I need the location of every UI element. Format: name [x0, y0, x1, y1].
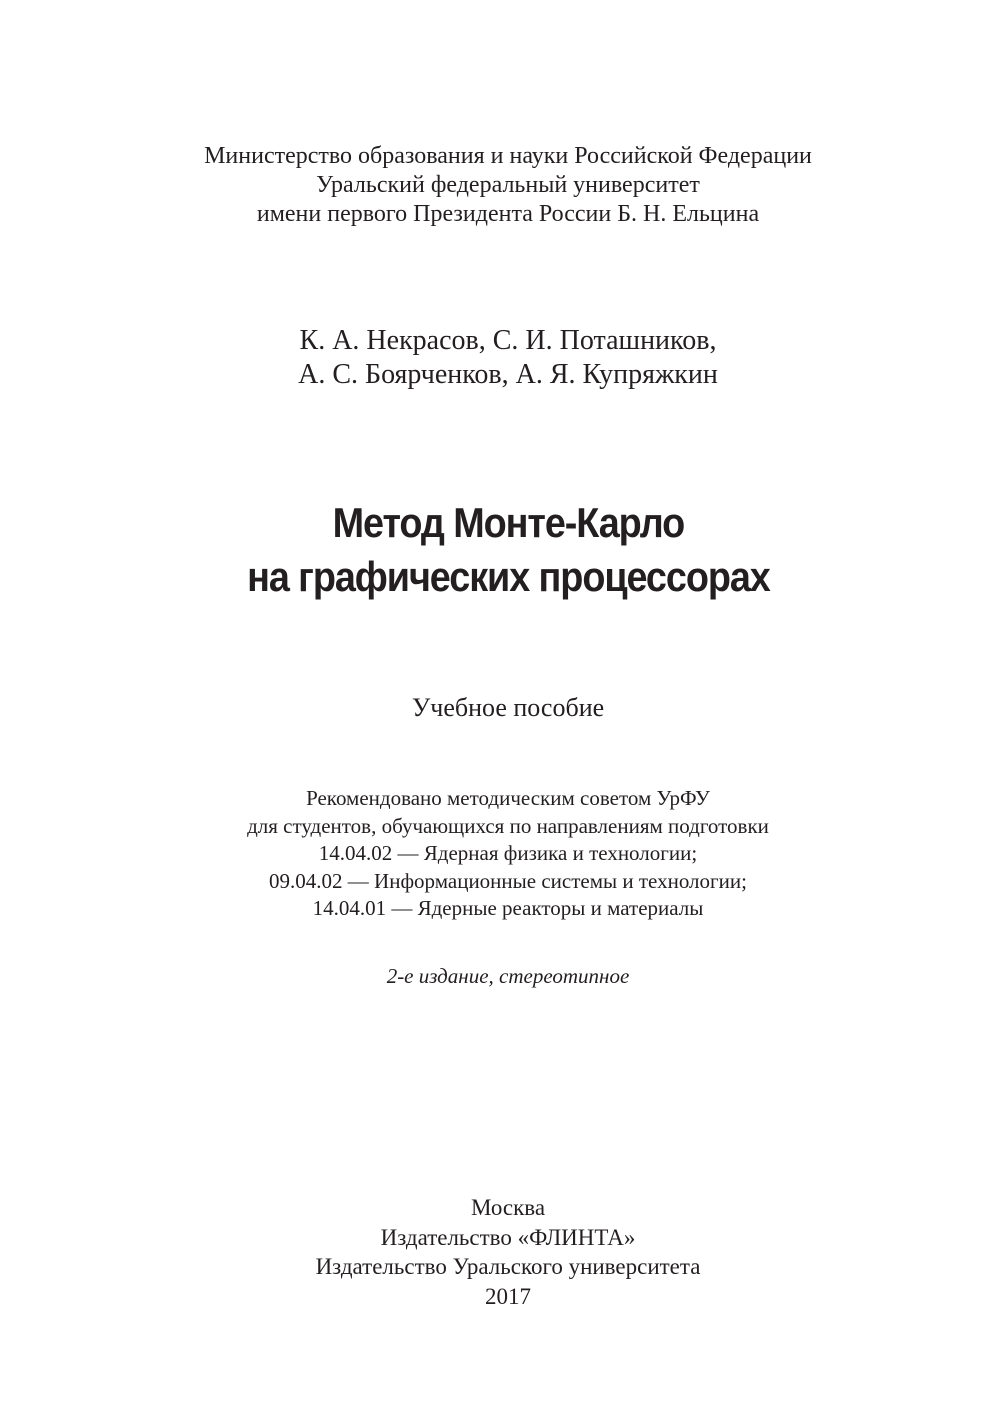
ministry-line: Министерство образования и науки Российской Федерации [204, 143, 812, 169]
recommendation-line: для студентов, обучающихся по направлениям подготовки [247, 813, 769, 838]
imprint-year: 2017 [485, 1283, 531, 1309]
title-line-2: на графических процессорах [247, 553, 770, 600]
document-type-label: Учебное пособие [411, 693, 605, 722]
recommendation-line: Рекомендовано методическим советом УрФУ [306, 786, 710, 810]
recommendation-line: 14.04.02 — Ядерная физика и технологии; [318, 841, 698, 865]
recommendation-line: 09.04.02 — Информационные системы и технологии; [269, 868, 747, 893]
imprint-publisher: Издательство Уральского университета [315, 1254, 701, 1279]
authors-line-2: А. С. Боярченков, А. Я. Купряжкин [298, 359, 718, 390]
title-line-1: Метод Монте-Карло [332, 499, 685, 546]
imprint [0, 1193, 1004, 1311]
recommendation-line: 14.04.01 — Ядерные реакторы и материалы [312, 896, 704, 920]
imprint-city: Москва [470, 1195, 546, 1220]
institution-header [0, 142, 1004, 229]
document-type [0, 692, 1004, 724]
book-title [51, 496, 955, 604]
university-name-line: имени первого Президента России Б. Н. Ельцина [256, 201, 760, 227]
university-line: Уральский федеральный университет [316, 172, 700, 198]
authors [0, 324, 1004, 392]
edition-note [0, 963, 1004, 990]
recommendation-notice [0, 785, 1004, 923]
authors-line-1: К. А. Некрасов, С. И. Поташников, [299, 325, 717, 356]
imprint-publisher: Издательство «ФЛИНТА» [380, 1224, 636, 1250]
edition-label: 2-е издание, стереотипное [386, 964, 630, 988]
